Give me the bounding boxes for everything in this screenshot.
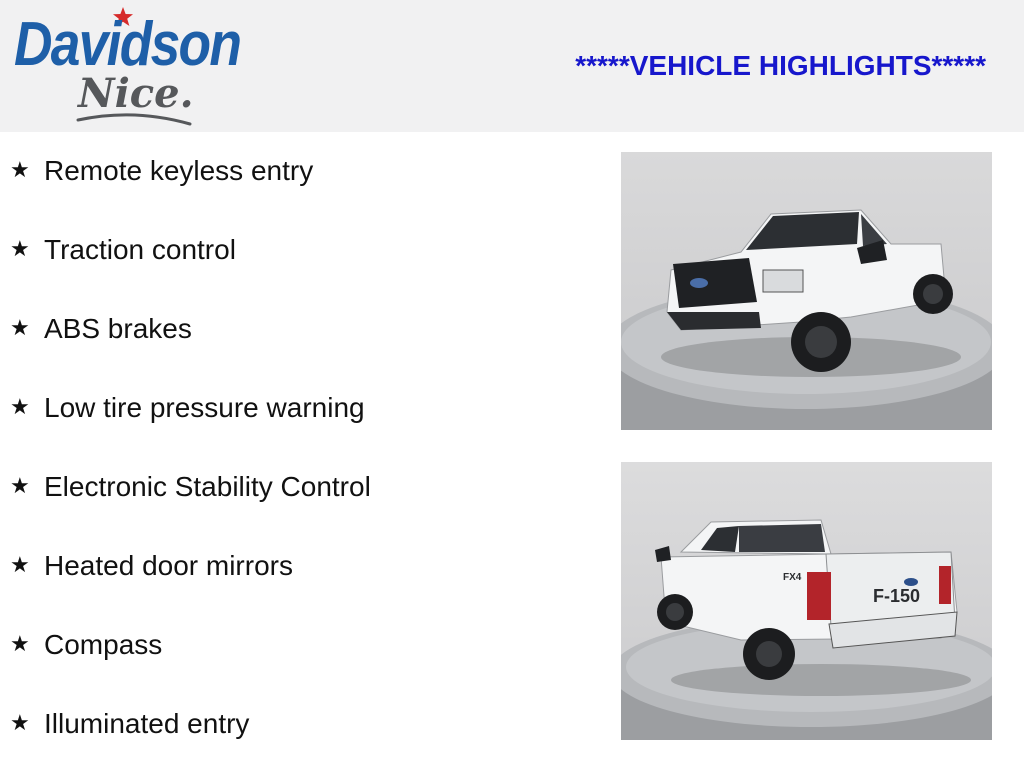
feature-list bbox=[10, 152, 371, 784]
feature-label: ABS brakes bbox=[44, 313, 192, 344]
star-icon: ★ bbox=[10, 157, 30, 182]
page-header bbox=[0, 0, 1024, 132]
star-icon: ★ bbox=[10, 710, 30, 735]
star-icon: ★ bbox=[10, 552, 30, 577]
logo-tagline: Nice. bbox=[78, 70, 194, 117]
feature-item bbox=[10, 547, 371, 626]
feature-item bbox=[10, 389, 371, 468]
vehicle-highlights-title: *****VEHICLE HIGHLIGHTS***** bbox=[575, 50, 986, 81]
feature-item bbox=[10, 231, 371, 310]
feature-label: Compass bbox=[44, 629, 163, 660]
feature-label: Low tire pressure warning bbox=[44, 392, 365, 423]
logo-wordmark: Davidson bbox=[14, 10, 241, 79]
svg-text:F-150: F-150 bbox=[873, 586, 921, 606]
feature-label: Illuminated entry bbox=[44, 708, 250, 739]
feature-label: Heated door mirrors bbox=[44, 550, 293, 581]
dealer-logo[interactable] bbox=[12, 6, 262, 128]
star-icon: ★ bbox=[10, 631, 30, 656]
feature-item bbox=[10, 705, 371, 784]
feature-item bbox=[10, 468, 371, 547]
star-icon: ★ bbox=[10, 394, 30, 419]
feature-item bbox=[10, 152, 371, 231]
star-icon: ★ bbox=[10, 236, 30, 261]
vehicle-photo-rear[interactable] bbox=[621, 462, 992, 740]
feature-item bbox=[10, 626, 371, 705]
svg-text:FX4: FX4 bbox=[783, 572, 802, 583]
feature-label: Remote keyless entry bbox=[44, 155, 314, 186]
feature-item bbox=[10, 310, 371, 389]
feature-label: Electronic Stability Control bbox=[44, 471, 371, 502]
feature-label: Traction control bbox=[44, 234, 236, 265]
star-icon: ★ bbox=[10, 315, 30, 340]
vehicle-photo-front[interactable] bbox=[621, 152, 992, 430]
logo-swoosh bbox=[74, 110, 194, 130]
star-icon: ★ bbox=[10, 473, 30, 498]
